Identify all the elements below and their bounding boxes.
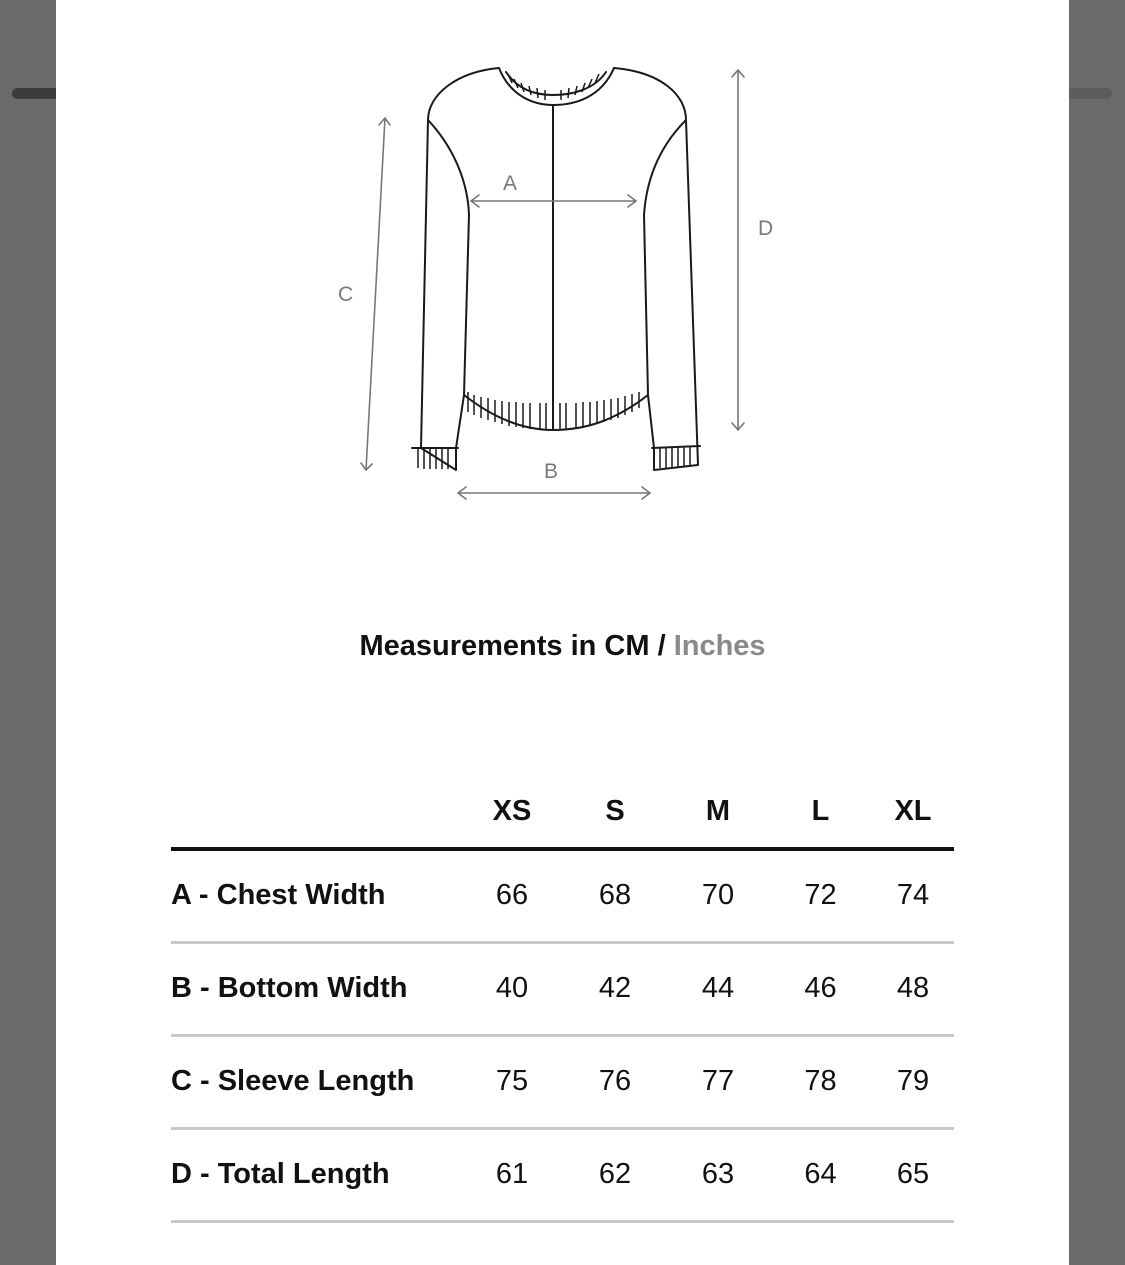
header-blank bbox=[171, 775, 461, 849]
table-row-total-length bbox=[171, 1128, 954, 1221]
unit-inches-toggle[interactable]: Inches bbox=[673, 630, 766, 662]
row-label: B - Bottom Width bbox=[171, 972, 408, 1004]
table-row-bottom-width bbox=[171, 942, 954, 1035]
bottom-width-label: B bbox=[544, 460, 559, 483]
table-cell: 48 bbox=[896, 972, 930, 1004]
size-chart-table bbox=[171, 775, 954, 1223]
size-header-row bbox=[171, 775, 954, 849]
table-row-sleeve-length bbox=[171, 1035, 954, 1128]
size-header-m: M bbox=[705, 794, 731, 827]
table-cell: 76 bbox=[598, 1065, 632, 1097]
table-cell: 62 bbox=[598, 1158, 632, 1190]
table-cell: 77 bbox=[701, 1065, 735, 1097]
size-header-s: S bbox=[605, 794, 625, 827]
table-cell: 63 bbox=[701, 1158, 735, 1190]
table-cell: 64 bbox=[804, 1158, 837, 1190]
table-cell: 40 bbox=[495, 972, 529, 1004]
measurements-title bbox=[56, 630, 1069, 663]
unit-cm-label[interactable]: Measurements in CM bbox=[359, 630, 650, 662]
sleeve-length-label: C bbox=[338, 283, 354, 306]
table-cell: 75 bbox=[495, 1065, 529, 1097]
bottom-width-arrow bbox=[458, 487, 650, 499]
sleeve-length-arrow bbox=[361, 118, 390, 470]
table-cell: 65 bbox=[896, 1158, 930, 1190]
table-cell: 72 bbox=[804, 879, 837, 912]
table-cell: 44 bbox=[701, 972, 735, 1004]
total-length-arrow bbox=[732, 70, 744, 430]
table-cell: 79 bbox=[896, 1065, 930, 1097]
table-cell: 61 bbox=[495, 1158, 529, 1190]
background-sheet-handle-right bbox=[1068, 88, 1112, 99]
row-label: C - Sleeve Length bbox=[171, 1065, 415, 1097]
size-header-xl: XL bbox=[894, 794, 932, 827]
table-cell: 70 bbox=[701, 879, 735, 912]
table-cell: 66 bbox=[495, 879, 529, 912]
table-row-chest-width bbox=[171, 849, 954, 942]
garment-diagram bbox=[56, 0, 1069, 540]
size-guide-sheet bbox=[56, 0, 1069, 1265]
size-header-l: L bbox=[811, 794, 830, 827]
cardigan-illustration bbox=[56, 0, 1069, 540]
table-cell: 78 bbox=[804, 1065, 837, 1097]
background-sheet-handle-left bbox=[12, 88, 62, 99]
chest-width-label: A bbox=[503, 172, 518, 195]
cardigan-collar bbox=[499, 68, 614, 105]
table-cell: 68 bbox=[598, 879, 632, 912]
size-header-xs: XS bbox=[492, 794, 532, 827]
total-length-label: D bbox=[758, 217, 774, 240]
row-label: D - Total Length bbox=[171, 1158, 390, 1190]
unit-separator: / bbox=[649, 630, 674, 662]
table-cell: 46 bbox=[804, 972, 837, 1004]
row-label: A - Chest Width bbox=[171, 879, 386, 912]
table-cell: 42 bbox=[598, 972, 632, 1004]
table-cell: 74 bbox=[896, 879, 930, 912]
